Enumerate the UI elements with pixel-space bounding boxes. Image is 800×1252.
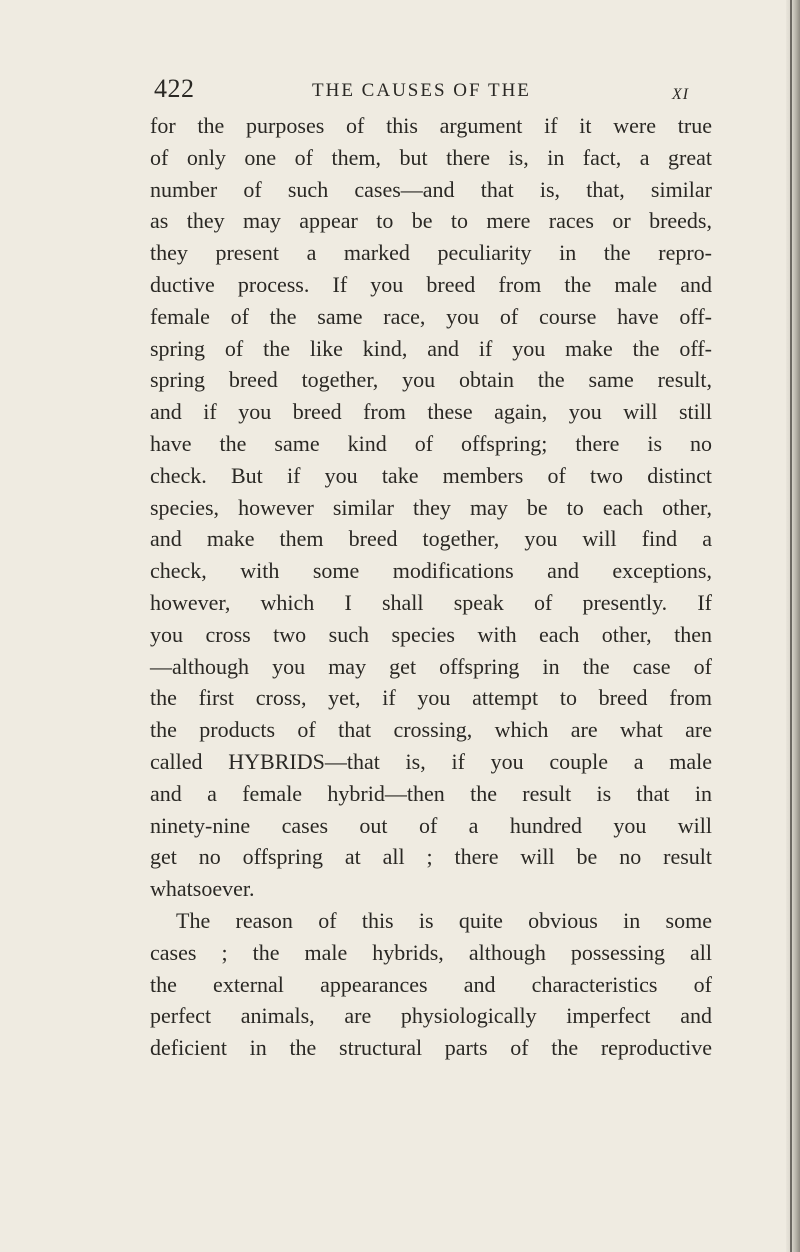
text-line: and if you breed from these again, you will still — [150, 399, 712, 425]
text-line: ductive process. If you breed from the male and — [150, 271, 712, 297]
text-line: they present a marked peculiarity in the repro- — [150, 240, 712, 266]
text-line: have the same kind of offspring; there is no — [150, 430, 712, 456]
text-line: the products of that crossing, which are what are — [150, 717, 712, 743]
page-header — [0, 70, 800, 110]
text-line: check, with some modifications and exceptions, — [150, 558, 712, 584]
page-edge — [786, 0, 800, 1252]
text-line: female of the same race, you of course have off- — [150, 303, 712, 329]
text-line: perfect animals, are physiologically imperfect and — [150, 1003, 712, 1029]
text-line: for the purposes of this argument if it were true — [150, 113, 712, 138]
body-text — [150, 110, 712, 1064]
text-line: called HYBRIDS—that is, if you couple a male — [150, 748, 712, 774]
text-line: whatsoever. — [150, 876, 255, 902]
text-line: as they may appear to be to mere races or breeds, — [150, 208, 712, 234]
section-mark: XI — [672, 86, 690, 103]
text-line: The reason of this is quite obvious in some — [176, 907, 712, 933]
text-line: cases ; the male hybrids, although possessing all — [150, 939, 712, 965]
running-head: THE CAUSES OF THE — [312, 80, 531, 101]
text-line: spring breed together, you obtain the same result, — [150, 367, 712, 393]
text-line: spring of the like kind, and if you make the off- — [150, 335, 712, 361]
text-line: of only one of them, but there is, in fact, a great — [150, 144, 712, 170]
text-line: the first cross, yet, if you attempt to breed from — [150, 685, 712, 711]
text-line: —although you may get offspring in the case of — [150, 653, 712, 679]
text-line: the external appearances and characteristics of — [150, 971, 712, 997]
page-number: 422 — [154, 74, 195, 103]
text-line: ninety-nine cases out of a hundred you will — [150, 812, 712, 838]
text-line: and make them breed together, you will find a — [150, 526, 712, 552]
text-line: get no offspring at all ; there will be no result — [150, 844, 712, 870]
binding-line — [790, 0, 792, 1252]
text-line: you cross two such species with each other, then — [150, 621, 712, 647]
text-line: deficient in the structural parts of the reproductive — [150, 1035, 712, 1061]
text-line: and a female hybrid—then the result is that in — [150, 780, 712, 806]
text-line: check. But if you take members of two distinct — [150, 462, 712, 488]
text-line: species, however similar they may be to each other, — [150, 494, 712, 520]
text-line: however, which I shall speak of presently. If — [150, 589, 712, 615]
text-line: number of such cases—and that is, that, similar — [150, 176, 712, 202]
